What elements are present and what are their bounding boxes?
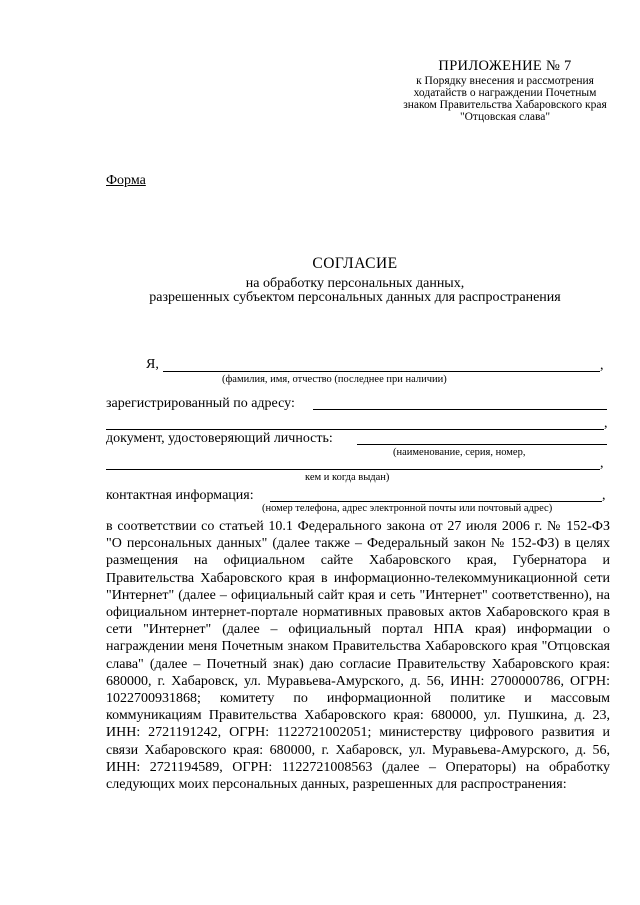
- contact-hint: (номер телефона, адрес электронной почты или почтовый адрес): [262, 503, 553, 514]
- address-comma: ,: [604, 416, 608, 431]
- consent-body-text: в соответствии со статьей 10.1 Федерального закона от 27 июля 2006 г. № 152-ФЗ "О персональных данных" (далее также – Федеральный закон № 152-ФЗ) в целях размещения на официальном сайте Хабаровского края, Губернатора и Правительства Хабаровского края в информационно-телекоммуникационной сети "Интернет" (далее – официальный сайт края и сеть "Интернет" соответственно), на официальном интернет-портале нормативных правовых актов Хабаровского края в сети "Интернет" (далее – официальный портал НПА края) информации о награждении меня Почетным знаком Правительства Хабаровского края "Отцовская слава" (далее – Почетный знак) даю согласие Правительству Хабаровского края: 680000, г. Хабаровск, ул. Муравьева-Амурского, д. 56, ИНН: 2700000786, ОГРН: 1022700931868; комитету по информационной политике и массовым коммуникациям Правительства Хабаровского края: 680000, ул. Пушкина, д. 23, ИНН: 2721191242, ОГРН: 1122721002051; министерству цифрового развития и связи Хабаровского края: 680000, г. Хабаровск, ул. Муравьева-Амурского, д. 56, ИНН: 2721194589, ОГРН: 1122721008563 (далее – Операторы) на обработку следующих моих персональных данных, разрешенных для распространения:: [106, 519, 610, 793]
- appendix-line-2: ходатайств о награждении Почетным: [413, 87, 597, 99]
- document-hint-2: кем и когда выдан): [305, 472, 390, 483]
- contact-comma: ,: [602, 488, 606, 503]
- document-title: СОГЛАСИЕ: [312, 255, 398, 272]
- contact-field[interactable]: [270, 501, 602, 502]
- name-hint: (фамилия, имя, отчество (последнее при наличии): [222, 374, 447, 385]
- contact-label: контактная информация:: [106, 488, 254, 503]
- document-comma: ,: [600, 456, 604, 471]
- document-label: документ, удостоверяющий личность:: [106, 431, 333, 446]
- document-field[interactable]: [357, 444, 607, 445]
- address-field-line-2[interactable]: [106, 429, 604, 430]
- document-subtitle-2: разрешенных субъектом персональных данных для распространения: [149, 290, 561, 305]
- document-field-line-2[interactable]: [106, 469, 600, 470]
- document-heading: [100, 255, 610, 305]
- document-subtitle-1: на обработку персональных данных,: [245, 276, 465, 291]
- name-field[interactable]: [163, 371, 600, 372]
- appendix-line-4: "Отцовская слава": [459, 111, 551, 123]
- document-hint: (наименование, серия, номер,: [393, 447, 526, 458]
- address-field[interactable]: [313, 409, 607, 410]
- name-comma: ,: [600, 358, 604, 373]
- address-label: зарегистрированный по адресу:: [106, 396, 295, 411]
- i-label: Я,: [146, 357, 159, 372]
- form-label: Форма: [106, 173, 146, 188]
- appendix-line-3: знаком Правительства Хабаровского края: [403, 99, 607, 111]
- appendix-title: ПРИЛОЖЕНИЕ № 7: [438, 58, 572, 74]
- appendix-header: [380, 58, 630, 123]
- appendix-line-1: к Порядку внесения и рассмотрения: [416, 75, 594, 87]
